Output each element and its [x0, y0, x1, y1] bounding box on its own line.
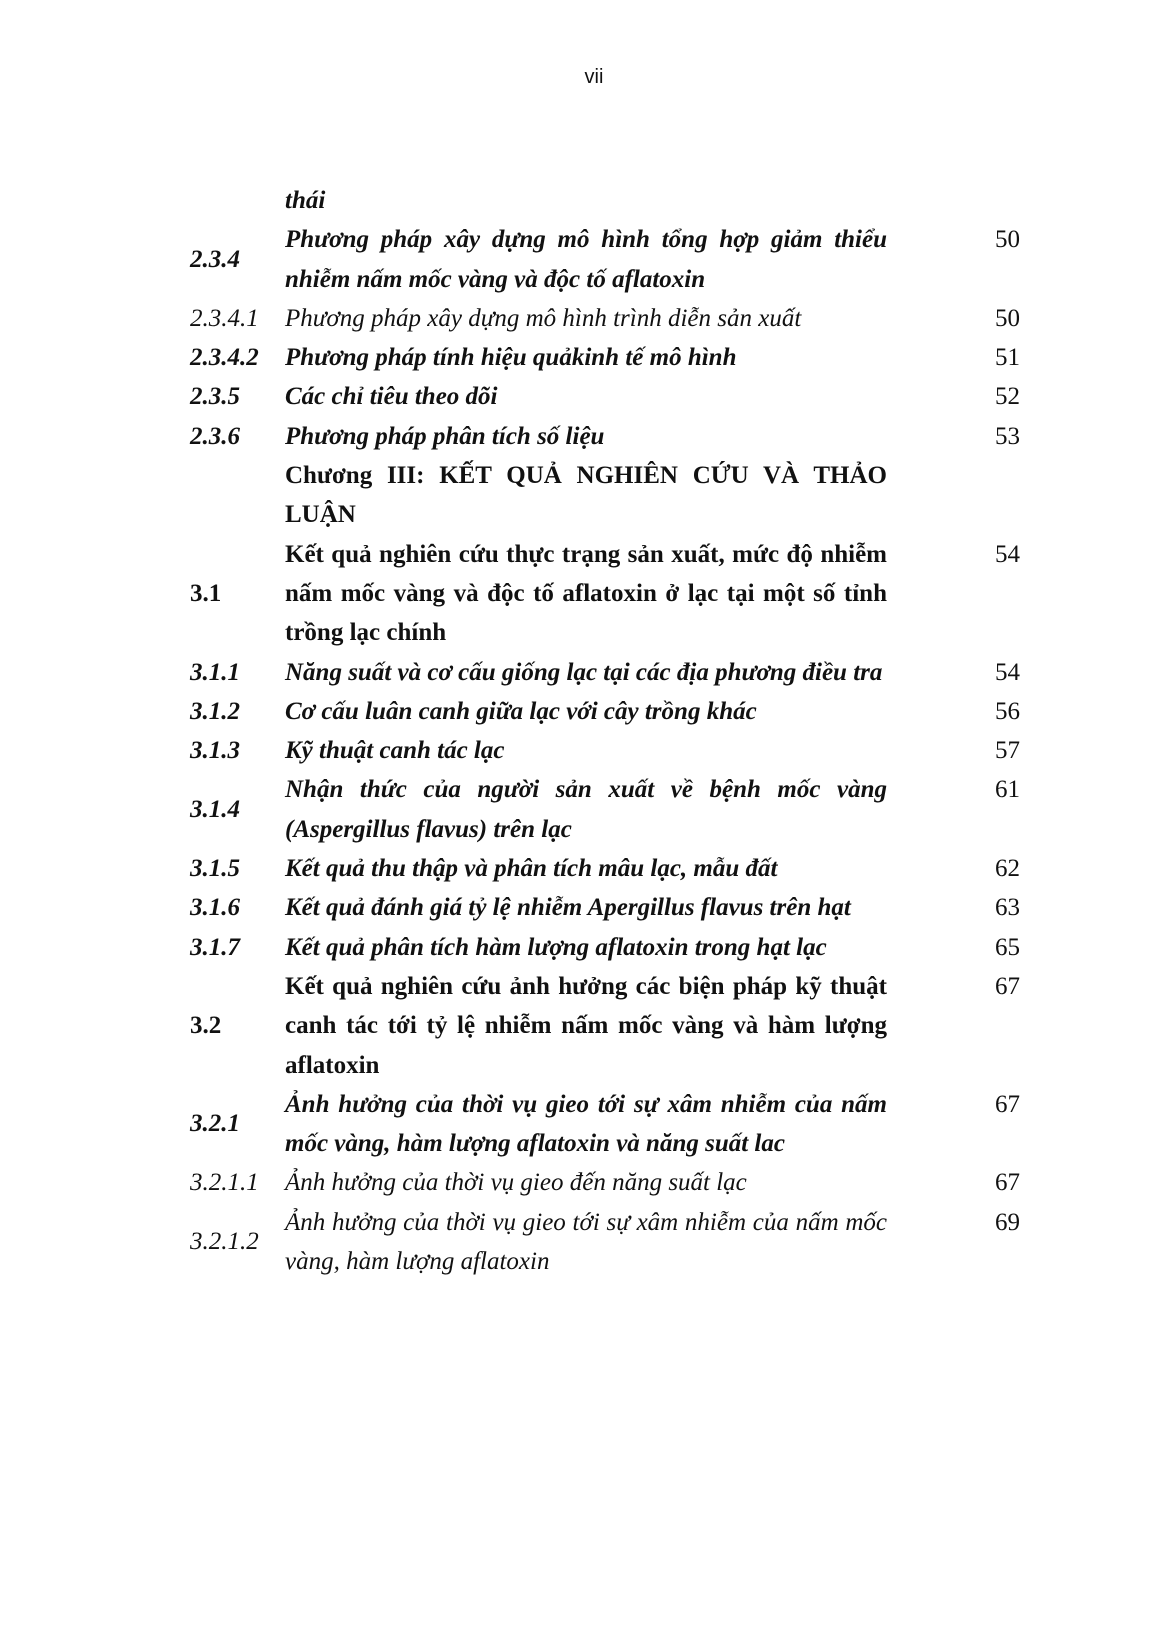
toc-entry: [190, 1203, 1020, 1282]
toc-entry-page: 62: [995, 855, 1020, 883]
toc-entry-number: 3.1.2: [190, 697, 240, 725]
toc-entry-number: [190, 181, 285, 220]
toc-entry-title: Năng suất và cơ cấu giống lạc tại các địa phương điều tra: [285, 658, 883, 686]
toc-entry-page: 65: [995, 933, 1020, 961]
toc-entry: [190, 377, 1020, 416]
toc-entry: [190, 928, 1020, 967]
toc-entry-number: 3.1.6: [190, 894, 240, 922]
toc-entry-number: 2.3.4.2: [190, 344, 259, 372]
toc-entry-page: 53: [995, 422, 1020, 450]
toc-entry-title: Chương III: KẾT QUẢ NGHIÊN CỨU VÀ THẢO LUẬN: [285, 462, 887, 529]
toc-entry-number: 3.1.5: [190, 855, 240, 883]
table-of-contents: [190, 181, 1020, 1281]
toc-entry: [190, 456, 1020, 535]
toc-entry-title: Kỹ thuật canh tác lạc: [285, 737, 505, 765]
toc-entry-title: Kết quả đánh giá tỷ lệ nhiễm Apergillus flavus trên hạt: [285, 894, 851, 922]
toc-entry-number: 3.1: [190, 579, 222, 607]
toc-entry-title: Kết quả thu thập và phân tích mâu lạc, mẫu đất: [285, 855, 778, 883]
toc-entry-number: 2.3.4: [190, 245, 240, 273]
toc-entry-number: [190, 456, 285, 535]
toc-entry-number: 3.2: [190, 1012, 222, 1040]
toc-entry-title: Cơ cấu luân canh giữa lạc với cây trồng khác: [285, 697, 757, 725]
toc-entry: [190, 1163, 1020, 1202]
toc-entry-title: Phương pháp xây dựng mô hình tổng hợp giảm thiểu nhiễm nấm mốc vàng và độc tố aflatoxin: [285, 226, 887, 293]
toc-entry: [190, 770, 1020, 849]
toc-entry-number: 3.2.1.1: [190, 1169, 259, 1197]
toc-entry: [190, 417, 1020, 456]
toc-entry-number: 2.3.6: [190, 422, 240, 450]
toc-entry-page: 57: [995, 737, 1020, 765]
toc-entry-page: 54: [995, 658, 1020, 686]
toc-entry-title: Ảnh hưởng của thời vụ gieo tới sự xâm nhiễm của nấm mốc vàng, hàm lượng aflatoxin: [285, 1208, 887, 1276]
toc-entry-page: [887, 456, 1020, 535]
toc-entry: [190, 731, 1020, 770]
toc-entry-title: Ảnh hưởng của thời vụ gieo đến năng suất lạc: [285, 1169, 747, 1197]
page-number: vii: [584, 66, 604, 88]
toc-entry-title: Các chỉ tiêu theo dõi: [285, 383, 498, 411]
toc-entry: [190, 220, 1020, 299]
toc-entry-page: 67: [995, 1169, 1020, 1197]
toc-entry-title: Kết quả nghiên cứu ảnh hưởng các biện pháp kỹ thuật canh tác tới tỷ lệ nhiễm nấm mốc vàng và hàm lượng aflatoxin: [285, 972, 887, 1079]
toc-entry-number: 2.3.4.1: [190, 304, 259, 332]
toc-entry-number: 3.1.4: [190, 796, 240, 824]
toc-entry-page: 51: [995, 344, 1020, 372]
toc-entry-number: 2.3.5: [190, 383, 240, 411]
toc-entry-title: thái: [285, 187, 326, 214]
toc-entry-page: 52: [995, 383, 1020, 411]
toc-entry: [190, 888, 1020, 927]
toc-entry-page: 50: [995, 226, 1020, 254]
toc-entry-number: 3.1.1: [190, 658, 240, 686]
toc-entry: [190, 692, 1020, 731]
toc-entry-title: Kết quả nghiên cứu thực trạng sản xuất, mức độ nhiễm nấm mốc vàng và độc tố aflatoxin ở lạc tại một số tỉnh trồng lạc chính: [285, 540, 887, 647]
toc-entry: [190, 967, 1020, 1085]
toc-entry-page: 50: [995, 304, 1020, 332]
toc-entry-page: 63: [995, 894, 1020, 922]
toc-entry: [190, 535, 1020, 653]
toc-entry-title: Phương pháp xây dựng mô hình trình diễn sản xuất: [285, 304, 802, 332]
toc-entry-page: 61: [995, 776, 1020, 804]
toc-entry: [190, 181, 1020, 220]
toc-entry-number: 3.2.1.2: [190, 1228, 259, 1256]
toc-entry-page: 56: [995, 697, 1020, 725]
toc-entry-title: Kết quả phân tích hàm lượng aflatoxin trong hạt lạc: [285, 933, 827, 961]
toc-entry-page: [887, 181, 1020, 220]
toc-entry-title: Phương pháp phân tích số liệu: [285, 422, 605, 450]
toc-entry-title: Ảnh hưởng của thời vụ gieo tới sự xâm nhiễm của nấm mốc vàng, hàm lượng aflatoxin và năng suất lac: [285, 1090, 887, 1158]
toc-entry-page: 67: [995, 972, 1020, 1000]
toc-entry: [190, 299, 1020, 338]
toc-entry: [190, 849, 1020, 888]
toc-entry-page: 67: [995, 1090, 1020, 1118]
toc-entry-page: 54: [995, 540, 1020, 568]
toc-entry-number: 3.2.1: [190, 1110, 240, 1138]
toc-entry: [190, 338, 1020, 377]
toc-entry-number: 3.1.3: [190, 737, 240, 765]
toc-entry-title: Nhận thức của người sản xuất về bệnh mốc vàng (Aspergillus flavus) trên lạc: [285, 776, 887, 843]
toc-entry-title: Phương pháp tính hiệu quảkinh tế mô hình: [285, 344, 737, 372]
toc-entry: [190, 1085, 1020, 1164]
toc-entry: [190, 653, 1020, 692]
toc-entry-number: 3.1.7: [190, 933, 240, 961]
toc-entry-page: 69: [995, 1208, 1020, 1236]
